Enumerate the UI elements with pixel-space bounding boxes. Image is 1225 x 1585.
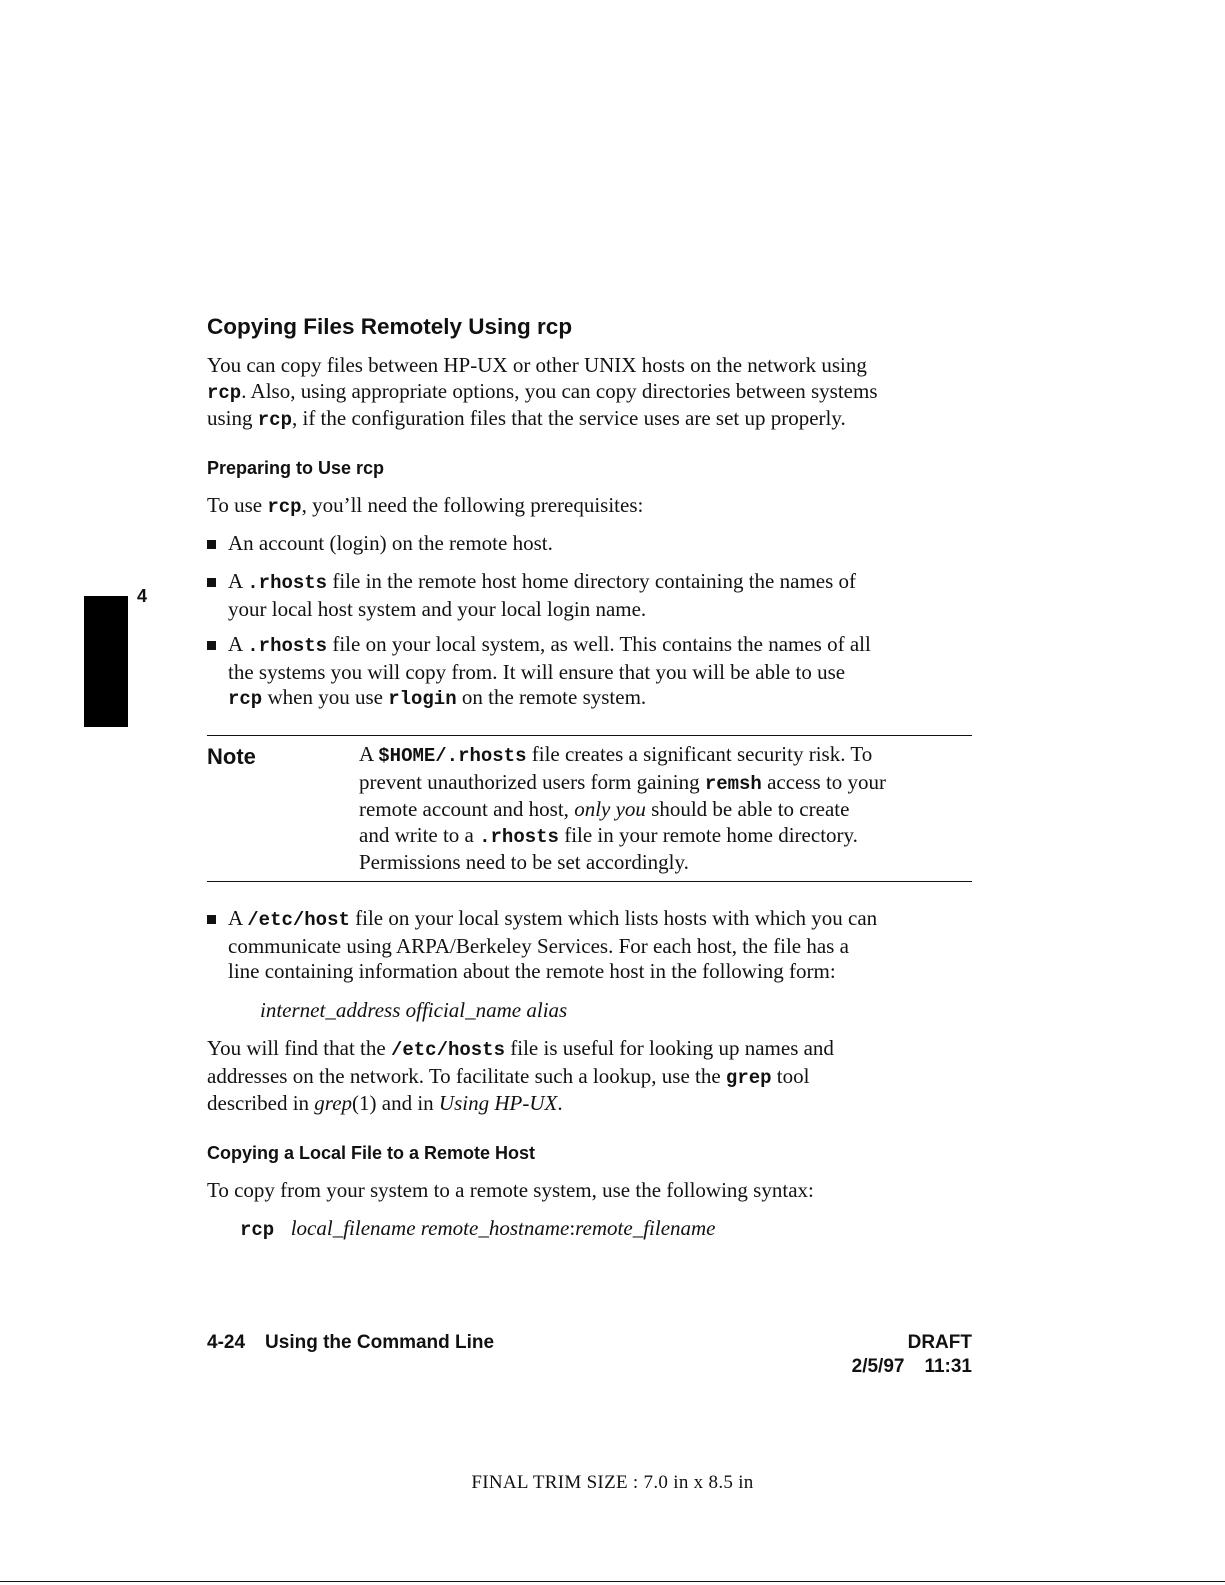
code-home-rhosts: $HOME/.rhosts — [378, 745, 527, 767]
code-rcp: rcp — [228, 688, 263, 710]
code-etc-hosts: /etc/hosts — [390, 1039, 505, 1061]
bullet-text: An account (login) on the remote host. — [228, 531, 553, 555]
hosts-l3-b: (1) and in — [352, 1091, 439, 1115]
code-rhosts: .rhosts — [479, 825, 559, 848]
footer-page-info — [207, 1332, 494, 1354]
draft-date: 2/5/97 — [851, 1356, 905, 1377]
list-item — [207, 569, 977, 622]
chapter-name: Using the Command Line — [265, 1332, 495, 1353]
draft-label: DRAFT — [907, 1332, 972, 1353]
syntax-remote-filename: remote_filename — [575, 1216, 716, 1240]
draft-datetime — [852, 1356, 972, 1378]
intro-line-1: You can copy files between HP-UX or other UNIX hosts on the network using — [207, 353, 867, 377]
note-top-rule — [207, 735, 972, 736]
note-text — [359, 742, 979, 876]
intro-paragraph — [207, 353, 977, 434]
code-rhosts: .rhosts — [247, 572, 328, 594]
page-number: 4-24 — [207, 1332, 246, 1353]
list-item — [207, 632, 977, 713]
list-item — [207, 906, 977, 985]
bullet2-b: file in the remote host home directory containing the names of — [327, 569, 857, 593]
code-etc-host: /etc/host — [247, 909, 350, 931]
chapter-tab-number: 4 — [137, 586, 148, 606]
bullet-text — [228, 632, 977, 713]
hosts-l3-c: . — [557, 1091, 563, 1115]
copy-local-heading: Copying a Local File to a Remote Host — [207, 1143, 536, 1163]
bullet4-c: communicate using ARPA/Berkeley Services. For each host, the file has a — [228, 933, 849, 958]
hosts-l3-a: described in — [207, 1091, 315, 1115]
bullet-text — [228, 569, 977, 622]
final-trim-size: FINAL TRIM SIZE : 7.0 in x 8.5 in — [471, 1472, 754, 1493]
note-l3-a: remote account and host, — [359, 797, 575, 821]
code-rcp: rcp — [257, 409, 292, 431]
bullet4-d: line containing information about the remote host in the following form: — [228, 959, 836, 983]
host-entry-form: internet_address official_name alias — [260, 998, 568, 1022]
list-item — [207, 531, 977, 557]
syntax-remote-hostname: remote_hostname — [420, 1216, 570, 1240]
bullet-square-icon — [207, 578, 216, 587]
bullet2-a: A — [228, 569, 248, 593]
emphasis-only-you: only you — [574, 797, 646, 821]
note-label: Note — [207, 744, 256, 769]
bullet-square-icon — [207, 915, 216, 924]
intro-line-3 — [207, 406, 977, 434]
code-rcp: rcp — [267, 496, 302, 518]
preparing-heading: Preparing to Use rcp — [207, 458, 385, 478]
syntax-local-filename: local_filename — [290, 1216, 416, 1240]
chapter-tab-marker — [84, 596, 128, 727]
note-l4-b: file in your remote home directory. — [558, 822, 858, 847]
code-grep: grep — [725, 1066, 772, 1089]
note-l2-b: access to your — [761, 769, 887, 794]
bullet2-c: your local host system and your local login name. — [228, 596, 647, 621]
intro-line-3-a: using — [207, 406, 258, 430]
bullet-text — [228, 906, 977, 985]
note-l4-a: and write to a — [359, 822, 480, 847]
bullet3-b: file on your local system, as well. This contains the names of all — [327, 632, 871, 656]
note-l2-a: prevent unauthorized users form gaining — [359, 769, 705, 794]
bullet3-c: the systems you will copy from. It will ensure that you will be able to use — [228, 659, 846, 684]
page-bottom-rule — [0, 1581, 1225, 1582]
hosts-l2-b: tool — [771, 1063, 810, 1088]
bullet3-f: on the remote system. — [456, 685, 647, 709]
ref-using-hpux: Using HP-UX — [438, 1091, 558, 1115]
preparing-lead-b: , you’ll need the following prerequisites: — [301, 493, 644, 517]
rcp-syntax — [240, 1216, 716, 1244]
preparing-lead — [207, 493, 977, 521]
bullet3-a: A — [228, 632, 248, 656]
draft-time: 11:31 — [924, 1356, 972, 1377]
note-l1-b: file creates a significant security risk. To — [526, 742, 873, 766]
bullet-square-icon — [207, 641, 216, 650]
bullet4-b: file on your local system which lists hosts with which you can — [349, 906, 878, 930]
intro-line-2 — [207, 379, 977, 407]
note-bottom-rule — [207, 881, 972, 882]
code-rcp: rcp — [240, 1219, 275, 1241]
code-rhosts: .rhosts — [247, 635, 328, 657]
note-l3-b: should be able to create — [645, 797, 850, 821]
code-rlogin: rlogin — [388, 688, 457, 710]
code-remsh: remsh — [704, 772, 762, 795]
note-l5: Permissions need to be set accordingly. — [359, 850, 689, 874]
bullet3-d: when you use — [262, 685, 389, 709]
preparing-lead-a: To use — [207, 493, 268, 517]
bullet4-a: A — [228, 906, 248, 930]
note-l1-a: A — [359, 742, 379, 766]
code-rcp: rcp — [207, 381, 242, 404]
hosts-l1-b: file is useful for looking up names and — [505, 1036, 834, 1060]
intro-line-2-text: . Also, using appropriate options, you can copy directories between systems — [241, 378, 878, 403]
syntax-colon: : — [569, 1216, 576, 1240]
section-title: Copying Files Remotely Using rcp — [207, 314, 573, 339]
hosts-l2-a: addresses on the network. To facilitate such a lookup, use the — [207, 1063, 726, 1088]
ref-grep: grep — [314, 1091, 353, 1115]
copy-local-lead: To copy from your system to a remote system, use the following syntax: — [207, 1178, 814, 1202]
hosts-paragraph — [207, 1036, 977, 1117]
bullet-square-icon — [207, 540, 216, 549]
intro-line-3-text: , if the configuration files that the service uses are set up properly. — [291, 406, 846, 430]
hosts-l1-a: You will find that the — [207, 1036, 391, 1060]
